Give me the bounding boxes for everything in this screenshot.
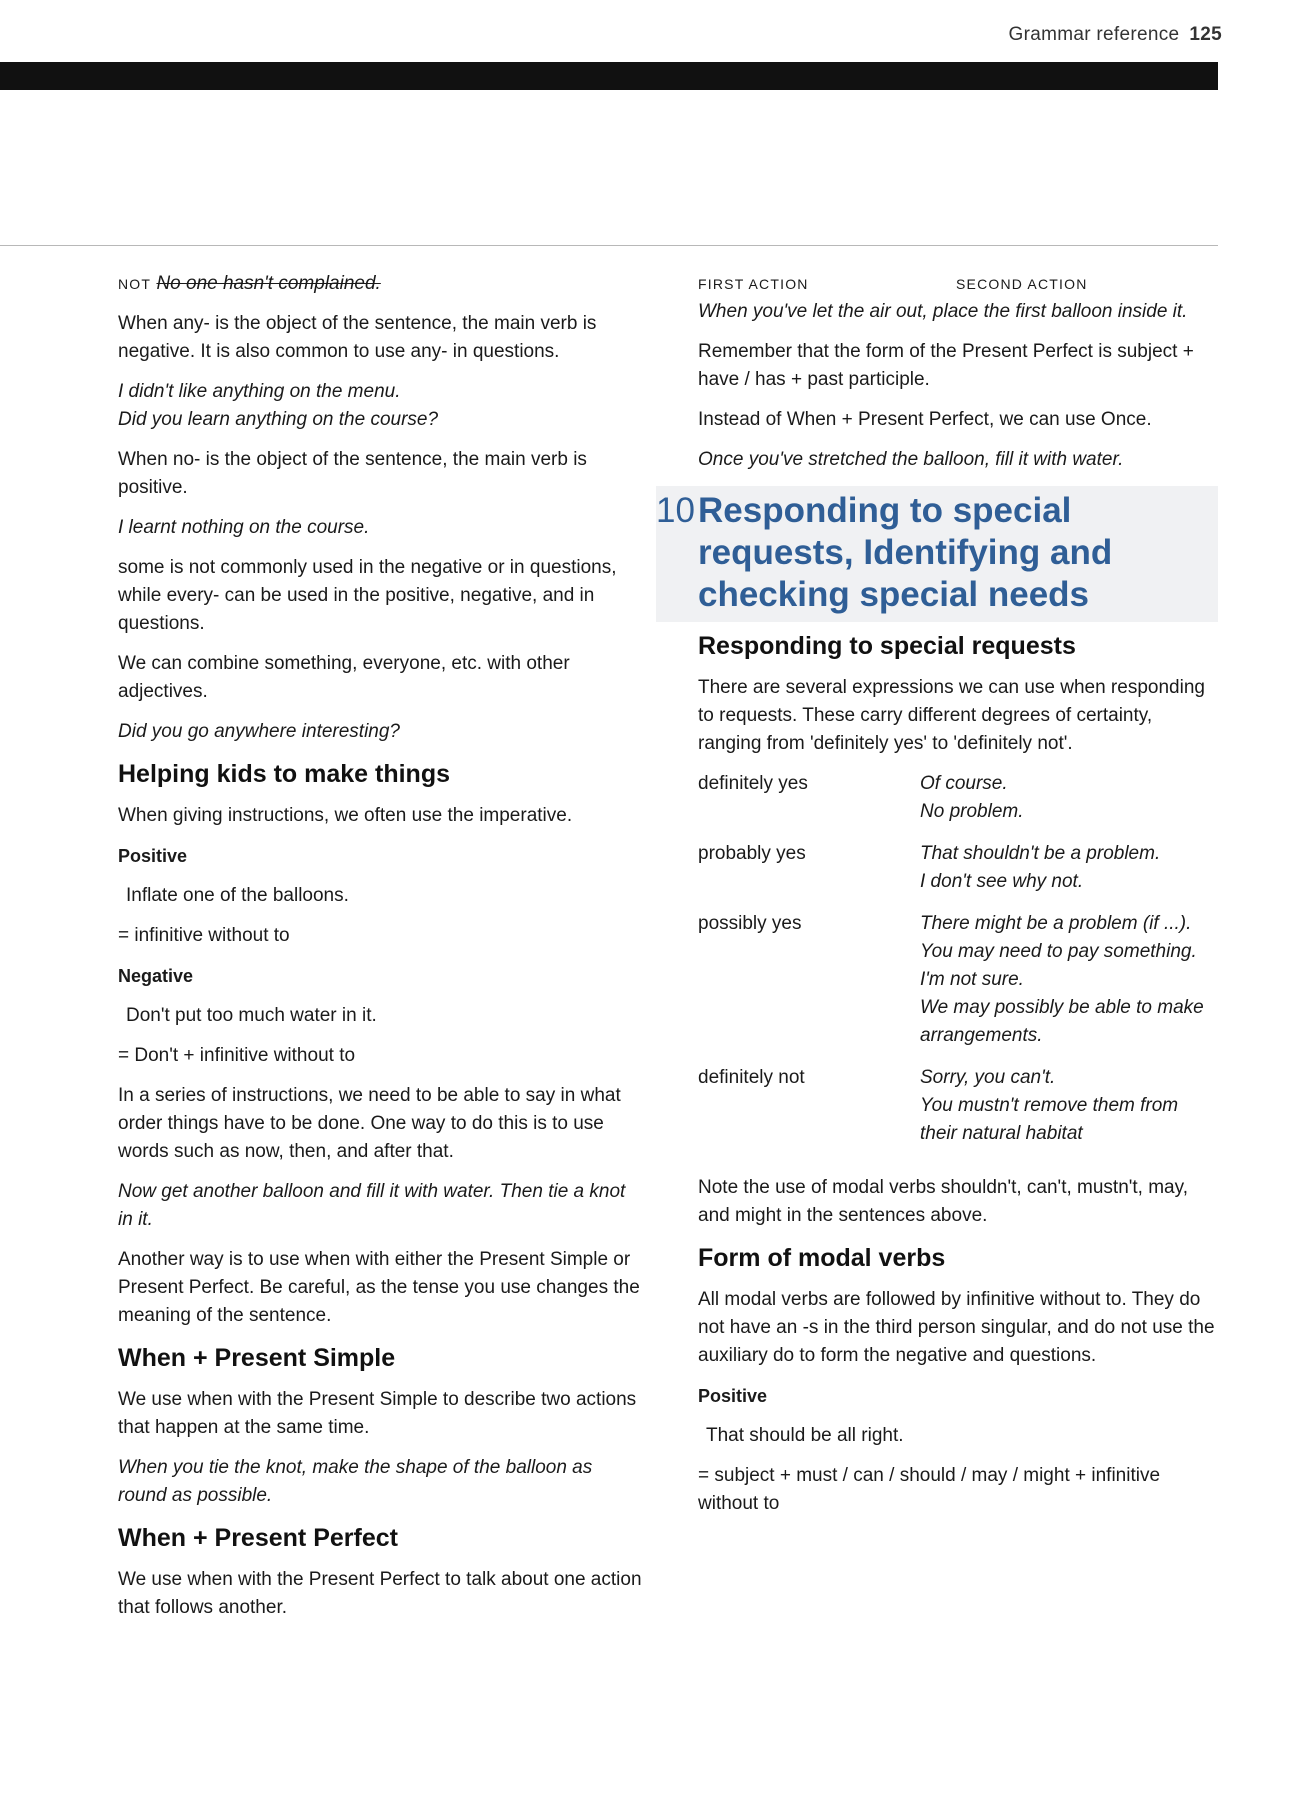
expression: We may possibly be able to make arrangements. (920, 997, 1204, 1046)
paragraph: There are several expressions we can use when responding to requests. These carry different degrees of certainty, ranging from 'definitely yes' to 'definitely not'. (698, 677, 1205, 754)
section-title-text: Responding to special requests, Identifying and checking special needs (698, 491, 1113, 614)
first-action-label: FIRST ACTION (698, 276, 809, 292)
table-row (698, 840, 1218, 910)
heading-modal-verbs: Form of modal verbs (698, 1244, 946, 1272)
example: Did you learn anything on the course? (118, 409, 439, 430)
paragraph: When no- is the object of the sentence, the main verb is positive. (118, 449, 587, 498)
paragraph: All modal verbs are followed by infinitive without to. They do not have an -s in the third person singular, and do not use the auxiliary do to form the negative and questions. (698, 1289, 1215, 1366)
certainty-label: definitely not (698, 1067, 805, 1088)
paragraph: Instead of When + Present Perfect, we can use Once. (698, 409, 1152, 430)
certainty-label: definitely yes (698, 773, 808, 794)
actions-header (698, 270, 1218, 298)
not-label: NOT (118, 276, 152, 292)
paragraph: In a series of instructions, we need to be able to say in what order things have to be done. One way to do this is to use words such as now, then, and after that. (118, 1085, 621, 1162)
paragraph: Note the use of modal verbs shouldn't, can't, mustn't, may, and might in the sentences above. (698, 1177, 1188, 1226)
expression: I don't see why not. (920, 871, 1084, 892)
expressions (920, 910, 1218, 1064)
example: Now get another balloon and fill it with water. Then tie a knot in it. (118, 1181, 626, 1230)
requests-table (698, 770, 1218, 1162)
expression: Of course. (920, 773, 1008, 794)
left-column (118, 270, 643, 1634)
paragraph: Another way is to use when with either the Present Simple or Present Perfect. Be careful, as the tense you use changes the meaning of the sentence. (118, 1249, 640, 1326)
expression: Sorry, you can't. (920, 1067, 1056, 1088)
heading-helping-kids: Helping kids to make things (118, 760, 450, 788)
table-row (698, 1064, 1218, 1162)
header-rule (0, 245, 1218, 246)
paragraph: some is not commonly used in the negative or in questions, while every- can be used in the positive, negative, and in questions. (118, 557, 617, 634)
right-column (656, 270, 1218, 1530)
example: When you tie the knot, make the shape of the balloon as round as possible. (118, 1457, 593, 1506)
expressions (920, 840, 1218, 910)
form-rule: = Don't + infinitive without to (118, 1045, 356, 1066)
expression: You mustn't remove them from their natural habitat (920, 1095, 1179, 1144)
expressions (920, 770, 1218, 840)
expressions (920, 1064, 1218, 1162)
heading-present-perfect: When + Present Perfect (118, 1524, 398, 1552)
example: Did you go anywhere interesting? (118, 721, 401, 742)
not-line (118, 270, 643, 298)
example: Inflate one of the balloons. (126, 885, 349, 906)
section-title (656, 486, 1218, 622)
example: When you've let the air out, place the first balloon inside it. (698, 301, 1188, 322)
paragraph: When giving instructions, we often use the imperative. (118, 805, 573, 826)
form-rule: = subject + must / can / should / may / might + infinitive without to (698, 1465, 1161, 1514)
expression: You may need to pay something. (920, 941, 1197, 962)
certainty-label: possibly yes (698, 913, 802, 934)
expression: There might be a problem (if ...). (920, 913, 1192, 934)
header-bar (0, 62, 1218, 90)
section-number: 10 (656, 491, 695, 530)
not-example: No one hasn't complained. (156, 273, 381, 294)
example: That should be all right. (706, 1425, 904, 1446)
example-group (118, 378, 643, 434)
paragraph: Remember that the form of the Present Perfect is subject + have / has + past participle. (698, 341, 1194, 390)
form-rule: = infinitive without to (118, 925, 290, 946)
negative-label: Negative (118, 966, 194, 986)
positive-label: Positive (698, 1386, 768, 1406)
expression: No problem. (920, 801, 1024, 822)
positive-label: Positive (118, 846, 188, 866)
paragraph: We can combine something, everyone, etc. with other adjectives. (118, 653, 570, 702)
heading-present-simple: When + Present Simple (118, 1344, 396, 1372)
table-row (698, 770, 1218, 840)
paragraph: When any- is the object of the sentence, the main verb is negative. It is also common to use any- in questions. (118, 313, 597, 362)
expression: I'm not sure. (920, 969, 1024, 990)
header-title: Grammar reference (1008, 24, 1180, 45)
example: I didn't like anything on the menu. (118, 381, 401, 402)
example: Don't put too much water in it. (126, 1005, 377, 1026)
expression: That shouldn't be a problem. (920, 843, 1161, 864)
example: I learnt nothing on the course. (118, 517, 370, 538)
heading-special-requests: Responding to special requests (698, 632, 1076, 660)
certainty-label: probably yes (698, 843, 806, 864)
page-number: 125 (1189, 24, 1222, 45)
second-action-label: SECOND ACTION (956, 276, 1088, 292)
table-row (698, 910, 1218, 1064)
running-header (1009, 24, 1222, 46)
example: Once you've stretched the balloon, fill it with water. (698, 449, 1124, 470)
paragraph: We use when with the Present Perfect to talk about one action that follows another. (118, 1569, 642, 1618)
paragraph: We use when with the Present Simple to describe two actions that happen at the same time. (118, 1389, 637, 1438)
